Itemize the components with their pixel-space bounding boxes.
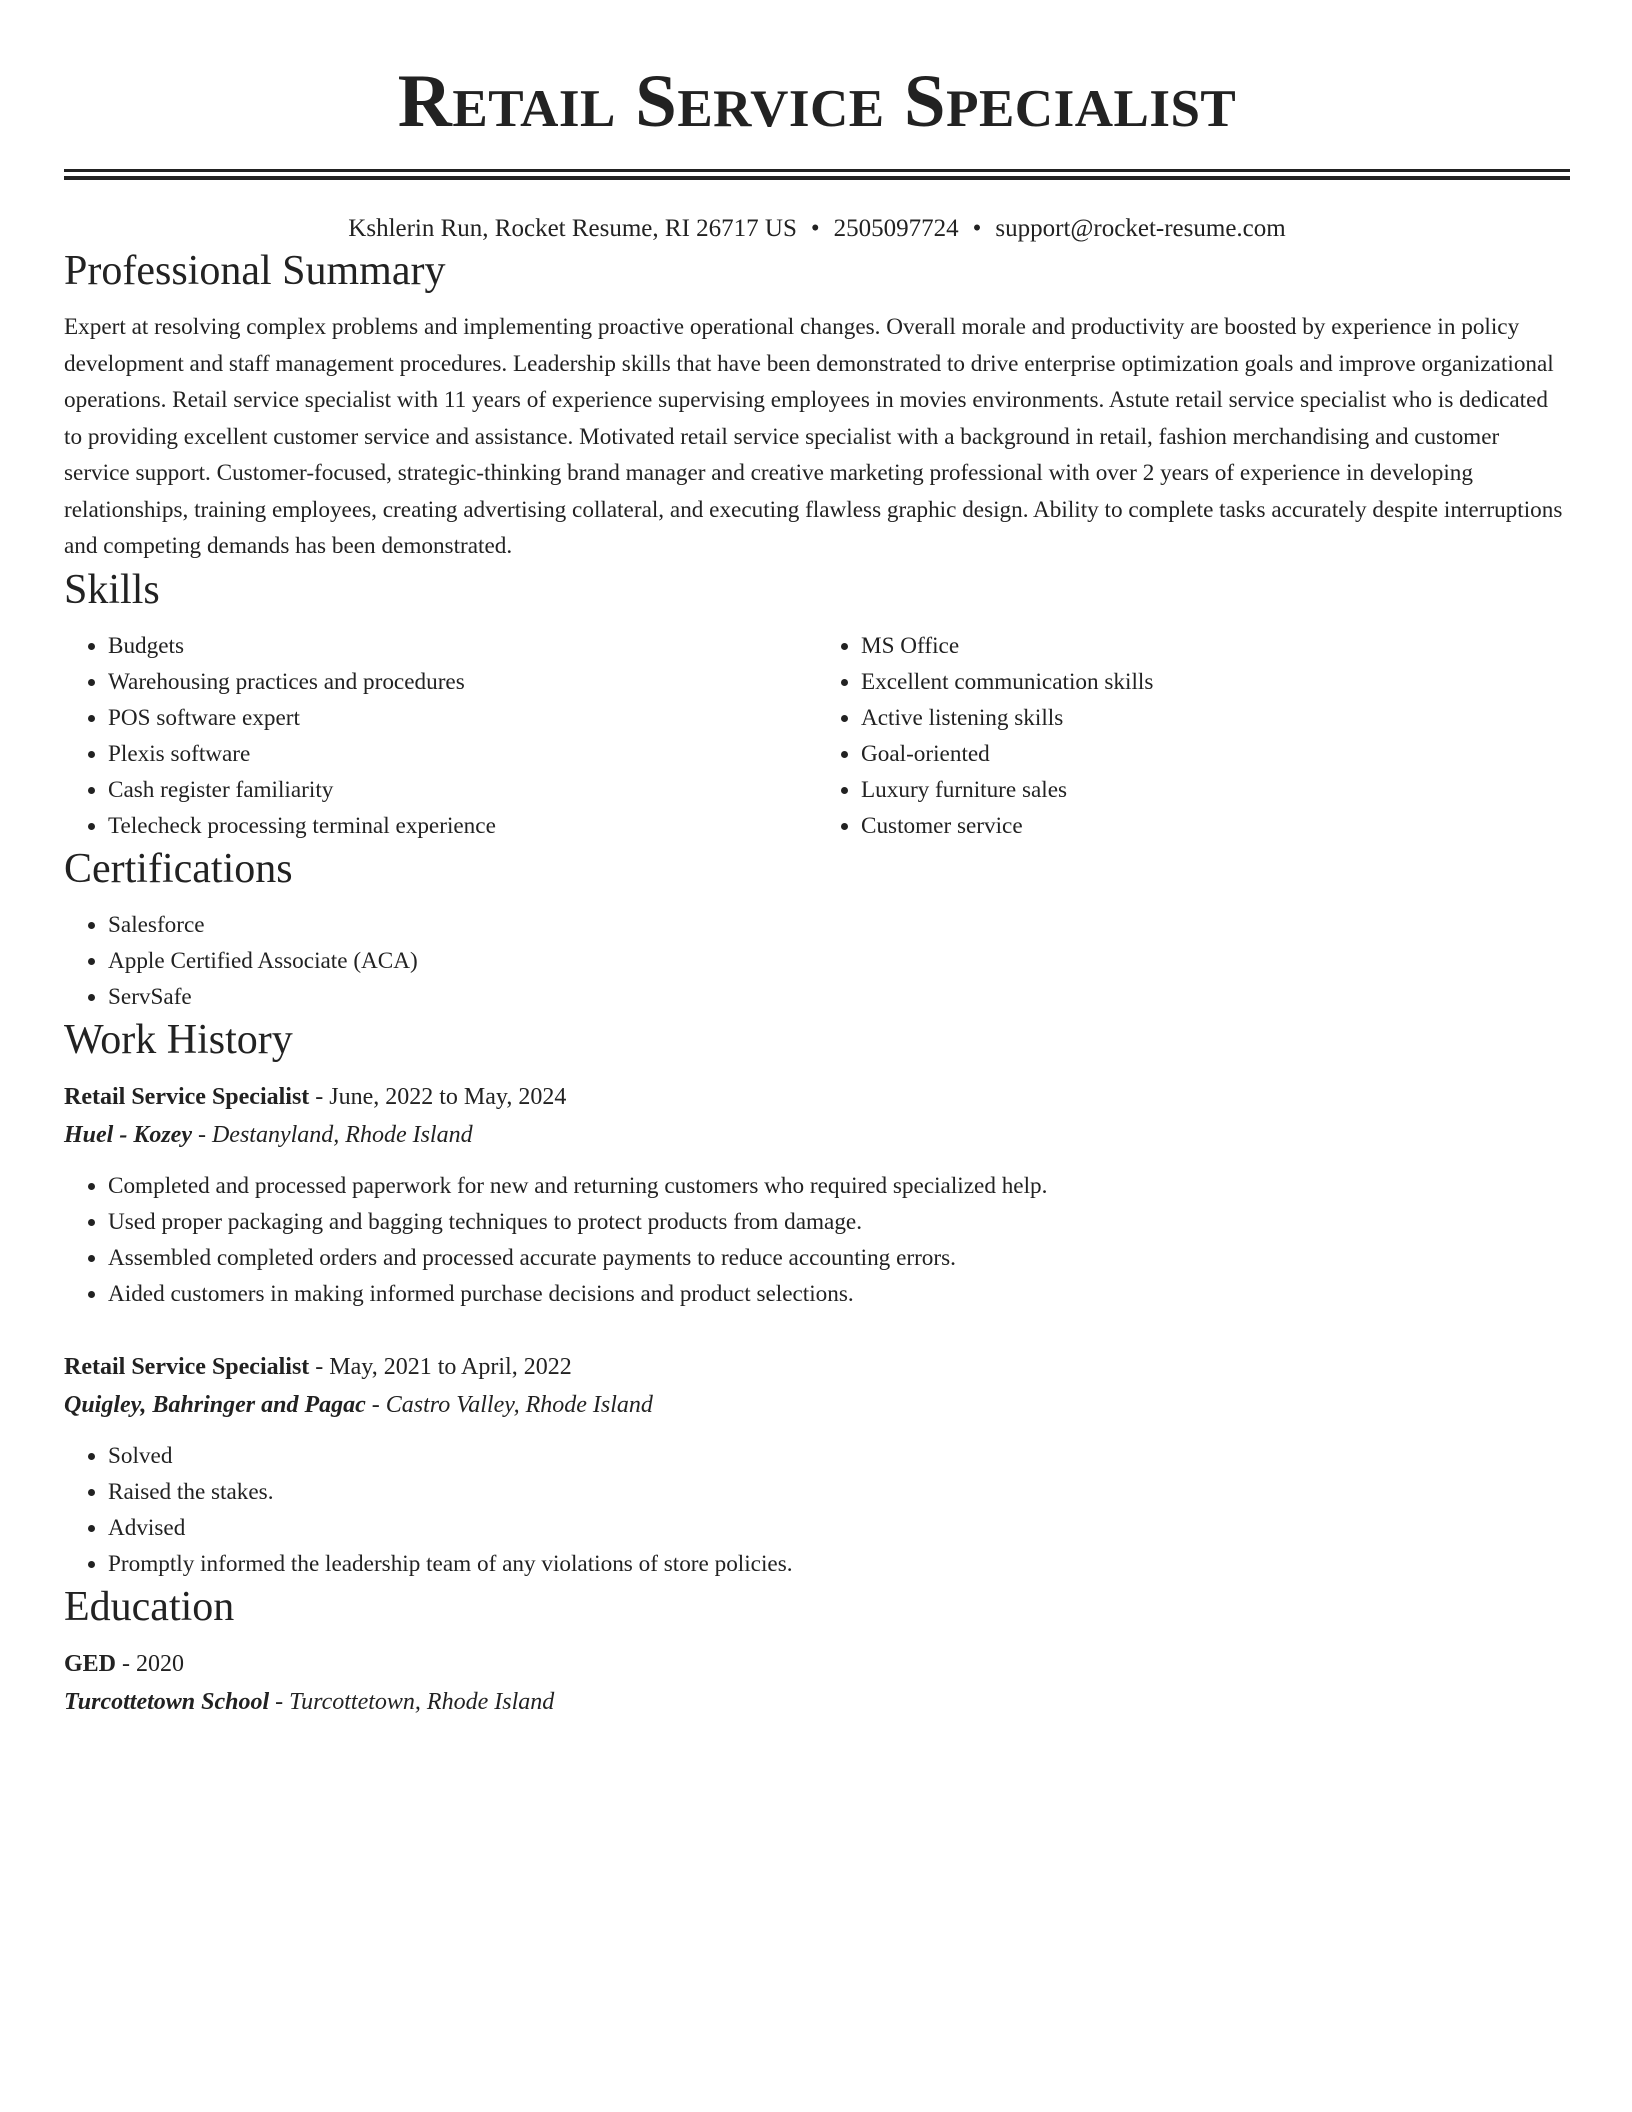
skill-item: • Active listening skills <box>861 700 1570 736</box>
resume-title: Retail Service Specialist <box>397 60 1237 143</box>
company-name: Huel - Kozey <box>64 1121 192 1148</box>
certification-item: • Salesforce <box>108 907 1570 943</box>
job-duty-item: • Assembled completed orders and processed accurate payments to reduce accounting errors. <box>108 1240 1570 1276</box>
skill-item: • Plexis software <box>108 736 817 772</box>
skill-item: • POS software expert <box>108 700 817 736</box>
job-duty-item: • Promptly informed the leadership team of any violations of store policies. <box>108 1546 1570 1582</box>
job-duties-list <box>64 1168 1570 1312</box>
company-line <box>64 1116 1570 1154</box>
skill-item: • Customer service <box>861 808 1570 844</box>
job-duties-list <box>64 1438 1570 1582</box>
title-divider <box>64 169 1570 180</box>
company-name: Quigley, Bahringer and Pagac <box>64 1391 366 1418</box>
skill-item: • Cash register familiarity <box>108 772 817 808</box>
company-location: - Castro Valley, Rhode Island <box>365 1391 653 1418</box>
education-heading: Education <box>64 1583 235 1630</box>
resume-page <box>64 0 1570 1721</box>
summary-heading: Professional Summary <box>64 248 446 294</box>
skills-grid <box>64 628 1570 844</box>
skills-heading: Skills <box>64 566 160 613</box>
certification-item: • Apple Certified Associate (ACA) <box>108 943 1570 979</box>
job-dates: - May, 2021 to April, 2022 <box>309 1353 572 1380</box>
skills-list-right <box>817 628 1570 844</box>
school-location: - Turcottetown, Rhode Island <box>269 1688 555 1715</box>
job-title: Retail Service Specialist <box>64 1083 310 1110</box>
contact-address: Kshlerin Run, Rocket Resume, RI 26717 US <box>348 215 797 242</box>
skill-item: • Warehousing practices and procedures <box>108 664 817 700</box>
skill-item: • Luxury furniture sales <box>861 772 1570 808</box>
skill-item: • Telecheck processing terminal experience <box>108 808 817 844</box>
school-name: Turcottetown School <box>64 1688 270 1715</box>
job-dates: - June, 2022 to May, 2024 <box>309 1083 567 1110</box>
contact-separator: • <box>810 215 820 242</box>
job-duty-item: • Solved <box>108 1438 1570 1474</box>
degree-line <box>64 1645 1570 1683</box>
work-history-heading: Work History <box>64 1016 293 1063</box>
school-line <box>64 1683 1570 1721</box>
contact-email: support@rocket-resume.com <box>995 215 1286 242</box>
job-entry <box>64 1078 1570 1312</box>
certifications-list <box>64 907 1570 1015</box>
company-line <box>64 1386 1570 1424</box>
job-duty-item: • Aided customers in making informed purchase decisions and product selections. <box>108 1276 1570 1312</box>
job-duty-item: • Raised the stakes. <box>108 1474 1570 1510</box>
job-entry <box>64 1348 1570 1582</box>
certification-item: • ServSafe <box>108 979 1570 1015</box>
company-location: - Destanyland, Rhode Island <box>191 1121 473 1148</box>
skill-item: • Goal-oriented <box>861 736 1570 772</box>
job-title: Retail Service Specialist <box>64 1353 310 1380</box>
job-title-line <box>64 1078 1570 1116</box>
job-title-line <box>64 1348 1570 1386</box>
job-duty-item: • Completed and processed paperwork for new and returning customers who required specialized help. <box>108 1168 1570 1204</box>
contact-line <box>64 212 1570 246</box>
job-duty-item: • Used proper packaging and bagging techniques to protect products from damage. <box>108 1204 1570 1240</box>
skill-item: • Excellent communication skills <box>861 664 1570 700</box>
skill-item: • Budgets <box>108 628 817 664</box>
certifications-heading: Certifications <box>64 845 293 892</box>
contact-phone: 2505097724 <box>833 215 959 242</box>
summary-text: Expert at resolving complex problems and implementing proactive operational changes. Overall morale and productivity are boosted by experience in policy development and staff management procedures. Leadership skills that have been demonstrated to drive enterprise optimization goals and improve organizational operations. Retail service specialist with 11 years of experience supervising employees in movies environments. Astute retail service specialist who is dedicated to providing excellent customer service and assistance. Motivated retail service specialist with a background in retail, fashion merchandising and customer service support. Customer-focused, strategic-thinking brand manager and creative marketing professional with over 2 years of experience in developing relationships, training employees, creating advertising collateral, and executing flawless graphic design. Ability to complete tasks accurately despite interruptions and competing demands has been demonstrated. <box>64 314 1563 559</box>
job-duty-item: • Advised <box>108 1510 1570 1546</box>
contact-separator: • <box>972 215 982 242</box>
skills-list-left <box>64 628 817 844</box>
degree-name: GED <box>64 1650 117 1677</box>
skill-item: • MS Office <box>861 628 1570 664</box>
education-entry <box>64 1645 1570 1721</box>
degree-year: - 2020 <box>116 1650 185 1677</box>
